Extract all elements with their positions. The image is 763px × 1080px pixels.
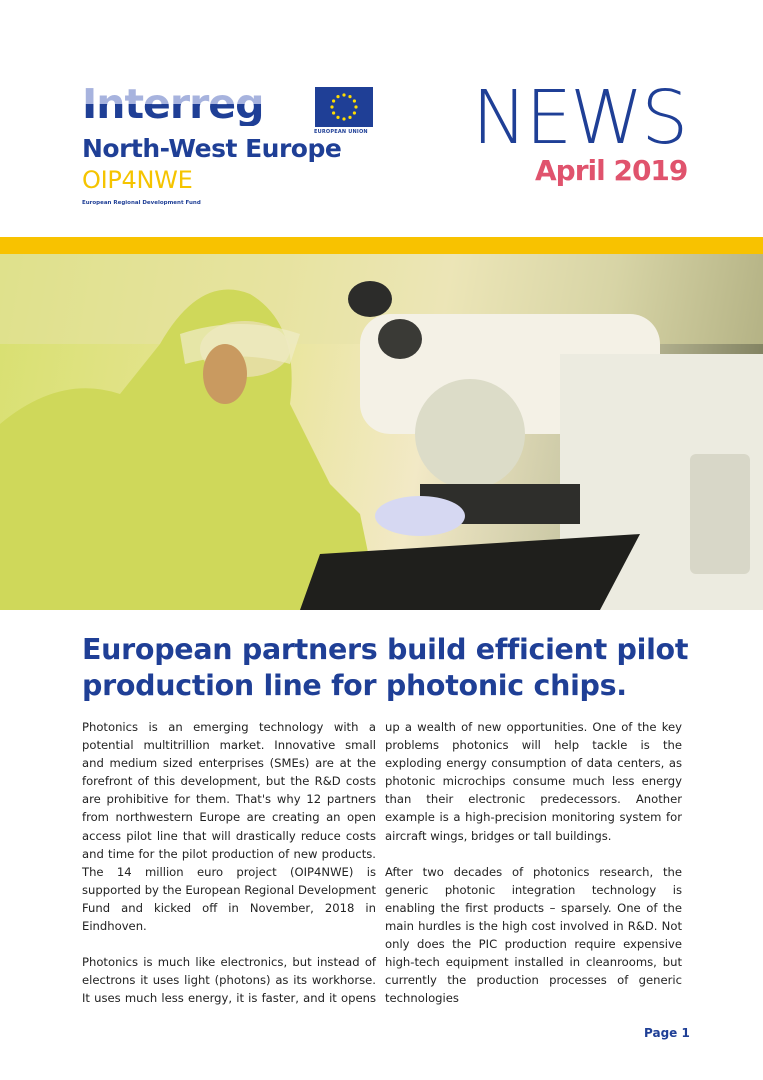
page-number: Page 1 <box>644 1026 690 1040</box>
article-column-1 <box>82 718 376 1025</box>
paragraph: Photonics is much like electronics, but instead of electrons it uses light (photons) as its workhorse. It uses much less energy, it is faster, and it opens <box>82 955 376 1006</box>
article-headline: European partners build efficient pilot production line for photonic chips. <box>82 633 689 702</box>
logo-project: OIP4NWE <box>82 166 193 194</box>
paragraph: Photonics is an emerging technology with a potential multitrillion market. Innovative small and medium sized enterprises (SMEs) are at the forefront of this development, but the R&D costs are prohibitive for them. That's why 12 partners from northwestern Europe are creating an open access pilot line that will drastically reduce costs and time for the pilot production of new products. The 14 million euro project (OIP4NWE) is supported by the European Regional Development Fund and kicked off in November, 2018 in Eindhoven. <box>82 720 376 934</box>
yellow-divider <box>0 237 763 254</box>
eu-label: EUROPEAN UNION <box>314 129 368 135</box>
lab-photo <box>0 254 763 610</box>
masthead-date: April 2019 <box>535 154 688 187</box>
paragraph: After two decades of photonics research, the generic photonic integration technology is enabling the first products – sparsely. One of the main hurdles is the high cost involved in R&D. Not only does the PIC production require expensive high-tech equipment installed in cleanrooms, but currently the production processes of generic technologies <box>385 864 682 1006</box>
masthead-title: NEWS <box>472 75 687 161</box>
interreg-logo <box>82 82 382 212</box>
logo-fund: European Regional Development Fund <box>82 200 201 206</box>
eu-flag-icon <box>315 87 373 127</box>
logo-brand: Interreg <box>82 80 264 128</box>
article-column-2 <box>385 718 682 1025</box>
logo-region: North-West Europe <box>82 134 342 163</box>
paragraph: up a wealth of new opportunities. One of the key problems photonics will help tackle is the exploding energy consumption of data centers, as photonic microchips consume much less energy than their electronic predecessors. Another example is a high-precision monitoring system for aircraft wings, bridges or tall buildings. <box>385 720 682 843</box>
